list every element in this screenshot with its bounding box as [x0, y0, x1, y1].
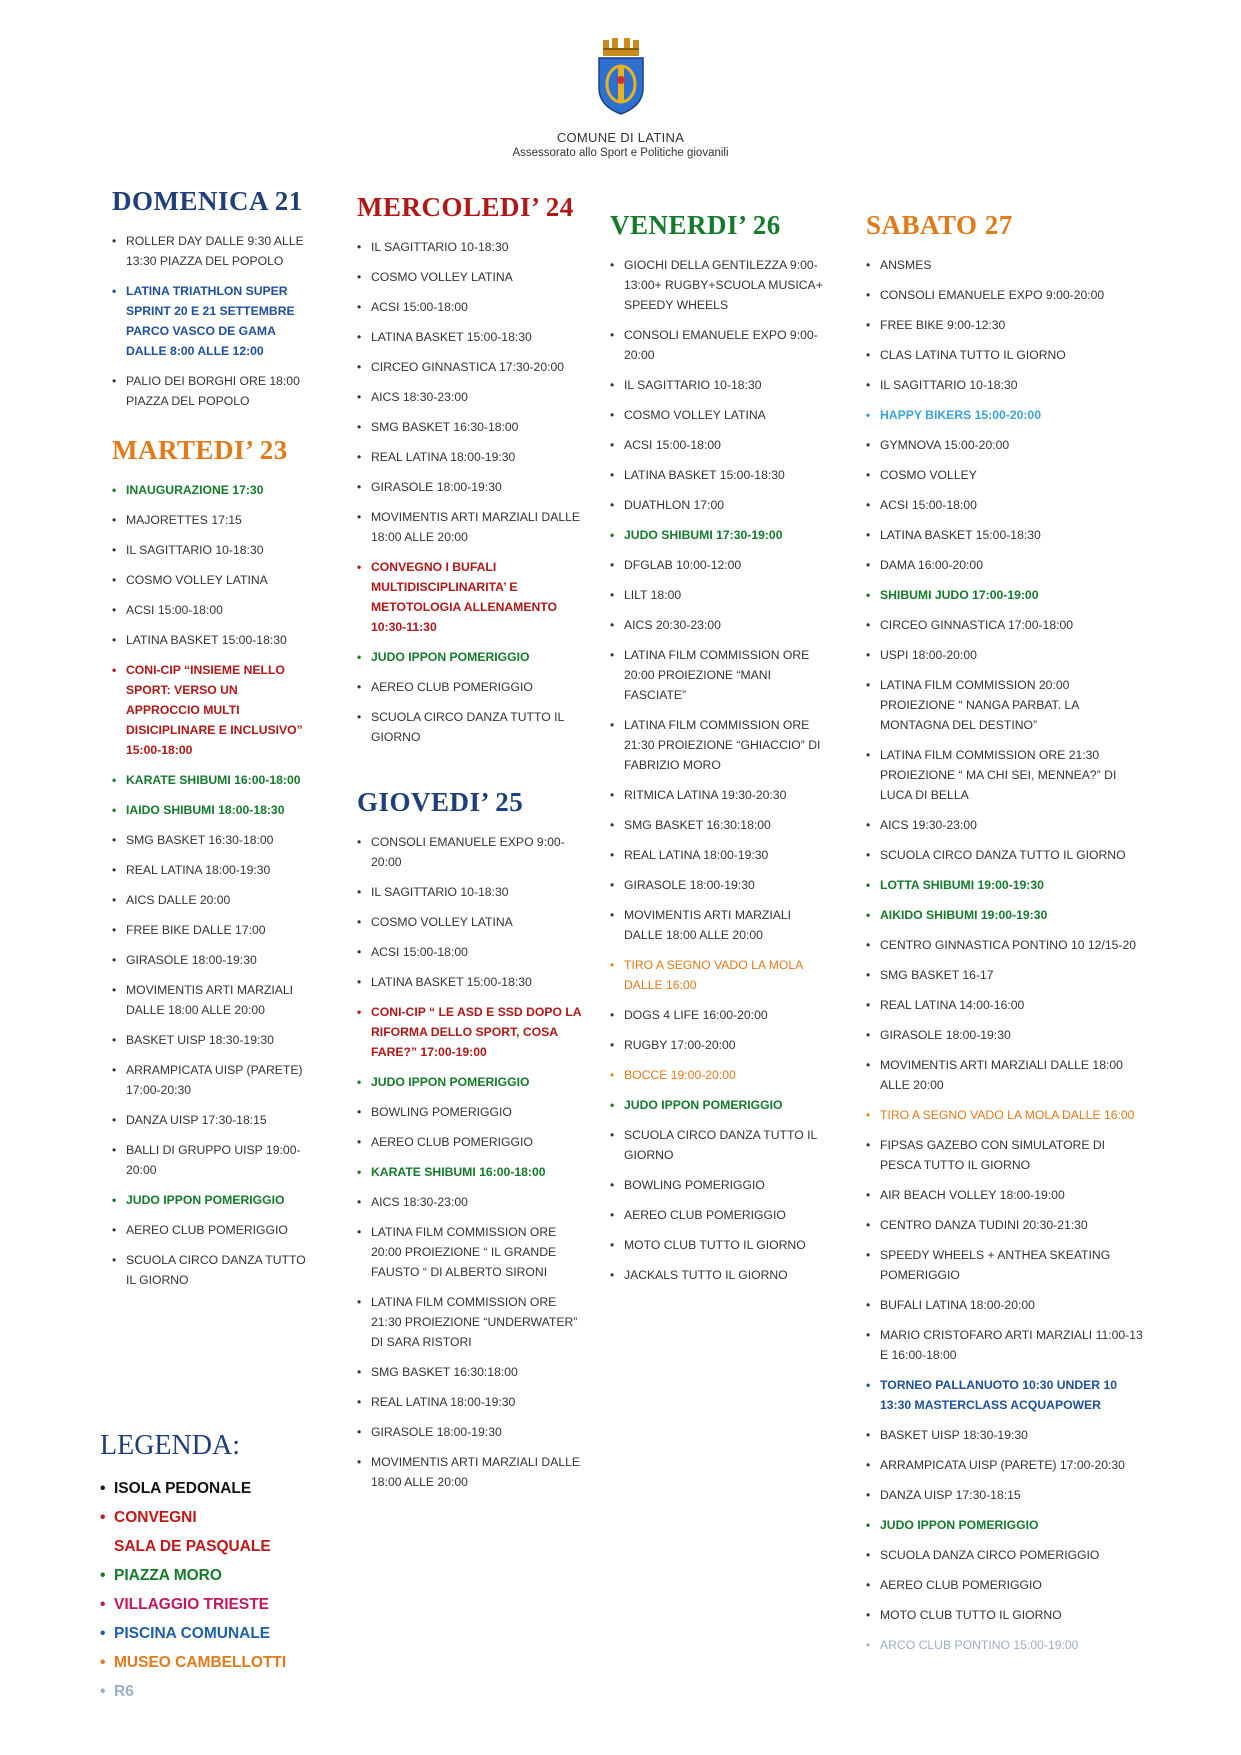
- event-item: • LATINA BASKET 15:00-18:30: [866, 525, 1146, 545]
- event-item: • GIRASOLE 18:00-19:30: [357, 477, 587, 497]
- event-item: • AEREO CLUB POMERIGGIO: [357, 1132, 587, 1152]
- day-block: [866, 210, 1146, 1655]
- event-item: • ACSI 15:00-18:00: [357, 297, 587, 317]
- event-item: • JUDO IPPON POMERIGGIO: [357, 1072, 587, 1092]
- event-item: • JACKALS TUTTO IL GIORNO: [610, 1265, 830, 1285]
- day-title: MERCOLEDI’ 24: [357, 192, 574, 222]
- event-item: • MOVIMENTIS ARTI MARZIALI DALLE 18:00 ALLE 20:00: [866, 1055, 1146, 1095]
- event-item: • IL SAGITTARIO 10-18:30: [357, 237, 587, 257]
- event-item: • AIKIDO SHIBUMI 19:00-19:30: [866, 905, 1146, 925]
- event-item: • SMG BASKET 16:30-18:00: [112, 830, 312, 850]
- event-item: • SMG BASKET 16:30-18:00: [357, 417, 587, 437]
- column-2: [357, 192, 587, 1502]
- latina-crest-icon: [593, 36, 649, 116]
- event-item: • MAJORETTES 17:15: [112, 510, 312, 530]
- event-item: • SCUOLA CIRCO DANZA TUTTO IL GIORNO: [112, 1250, 312, 1290]
- event-item: • LATINA FILM COMMISSION 20:00 PROIEZIONE “ NANGA PARBAT. LA MONTAGNA DEL DESTINO”: [866, 675, 1146, 735]
- event-item: • GIRASOLE 18:00-19:30: [357, 1422, 587, 1442]
- event-item: • KARATE SHIBUMI 16:00-18:00: [112, 770, 312, 790]
- day-title: MARTEDI’ 23: [112, 435, 288, 465]
- column-4: [866, 210, 1146, 1665]
- event-item: • GIRASOLE 18:00-19:30: [610, 875, 830, 895]
- event-item: • JUDO IPPON POMERIGGIO: [112, 1190, 312, 1210]
- event-item: • BOWLING POMERIGGIO: [357, 1102, 587, 1122]
- event-item: • JUDO IPPON POMERIGGIO: [866, 1515, 1146, 1535]
- event-item: • BOCCE 19:00-20:00: [610, 1065, 830, 1085]
- event-item: • JUDO SHIBUMI 17:30-19:00: [610, 525, 830, 545]
- event-item: • GIOCHI DELLA GENTILEZZA 9:00-13:00+ RUGBY+SCUOLA MUSICA+ SPEEDY WHEELS: [610, 255, 830, 315]
- event-item: • LATINA FILM COMMISSION ORE 21:30 PROIEZIONE “GHIACCIO” DI FABRIZIO MORO: [610, 715, 830, 775]
- event-item: • COSMO VOLLEY LATINA: [357, 267, 587, 287]
- event-item: • ACSI 15:00-18:00: [866, 495, 1146, 515]
- event-item: • INAUGURAZIONE 17:30: [112, 480, 312, 500]
- event-item: • ACSI 15:00-18:00: [610, 435, 830, 455]
- legend-item: • VILLAGGIO TRIESTE: [100, 1590, 286, 1619]
- event-item: • AIR BEACH VOLLEY 18:00-19:00: [866, 1185, 1146, 1205]
- event-item: • MOVIMENTIS ARTI MARZIALI DALLE 18:00 ALLE 20:00: [610, 905, 830, 945]
- event-item: • DUATHLON 17:00: [610, 495, 830, 515]
- event-item: • SPEEDY WHEELS + ANTHEA SKEATING POMERIGGIO: [866, 1245, 1146, 1285]
- event-item: • LATINA FILM COMMISSION ORE 21:30 PROIEZIONE “UNDERWATER” DI SARA RISTORI: [357, 1292, 587, 1352]
- event-item: • LATINA BASKET 15:00-18:30: [610, 465, 830, 485]
- event-item: • ARRAMPICATA UISP (PARETE) 17:00-20:30: [112, 1060, 312, 1100]
- column-1: [112, 186, 312, 1300]
- event-item: • FREE BIKE 9:00-12:30: [866, 315, 1146, 335]
- event-item: • CONI-CIP “INSIEME NELLO SPORT: VERSO UN APPROCCIO MULTI DISICIPLINARE E INCLUSIVO” 15:00-18:00: [112, 660, 312, 760]
- event-item: • GIRASOLE 18:00-19:30: [112, 950, 312, 970]
- event-item: • LOTTA SHIBUMI 19:00-19:30: [866, 875, 1146, 895]
- event-item: • ACSI 15:00-18:00: [112, 600, 312, 620]
- day-block: [610, 210, 830, 1285]
- event-item: • AICS DALLE 20:00: [112, 890, 312, 910]
- event-item: • DFGLAB 10:00-12:00: [610, 555, 830, 575]
- organization-name: COMUNE DI LATINA: [556, 130, 685, 145]
- legend-item: • ISOLA PEDONALE: [100, 1474, 286, 1503]
- event-item: • CONSOLI EMANUELE EXPO 9:00-20:00: [866, 285, 1146, 305]
- event-item: • AEREO CLUB POMERIGGIO: [610, 1205, 830, 1225]
- event-item: • REAL LATINA 14:00-16:00: [866, 995, 1146, 1015]
- event-item: • CONSOLI EMANUELE EXPO 9:00-20:00: [357, 832, 587, 872]
- event-item: • KARATE SHIBUMI 16:00-18:00: [357, 1162, 587, 1182]
- event-item: • HAPPY BIKERS 15:00-20:00: [866, 405, 1146, 425]
- event-item: • IL SAGITTARIO 10-18:30: [866, 375, 1146, 395]
- event-item: • LILT 18:00: [610, 585, 830, 605]
- event-item: • MOVIMENTIS ARTI MARZIALI DALLE 18:00 ALLE 20:00: [112, 980, 312, 1020]
- event-item: • LATINA FILM COMMISSION ORE 20:00 PROIEZIONE “ IL GRANDE FAUSTO “ DI ALBERTO SIRONI: [357, 1222, 587, 1282]
- event-item: • FREE BIKE DALLE 17:00: [112, 920, 312, 940]
- event-item: • BOWLING POMERIGGIO: [610, 1175, 830, 1195]
- column-3: [610, 210, 830, 1295]
- event-item: • RITMICA LATINA 19:30-20:30: [610, 785, 830, 805]
- event-item: • MOTO CLUB TUTTO IL GIORNO: [610, 1235, 830, 1255]
- event-item: • IL SAGITTARIO 10-18:30: [112, 540, 312, 560]
- event-item: • LATINA BASKET 15:00-18:30: [357, 327, 587, 347]
- event-item: • REAL LATINA 18:00-19:30: [610, 845, 830, 865]
- event-list: [357, 237, 587, 747]
- event-item: • DANZA UISP 17:30-18:15: [112, 1110, 312, 1130]
- event-item: • COSMO VOLLEY LATINA: [357, 912, 587, 932]
- event-item: • ARCO CLUB PONTINO 15:00-19:00: [866, 1635, 1146, 1655]
- event-item: • DOGS 4 LIFE 16:00-20:00: [610, 1005, 830, 1025]
- legend-list: [100, 1474, 286, 1706]
- event-item: • SCUOLA CIRCO DANZA TUTTO IL GIORNO: [866, 845, 1146, 865]
- legend-item: • PISCINA COMUNALE: [100, 1619, 286, 1648]
- page-header: [0, 36, 1241, 159]
- event-item: • ARRAMPICATA UISP (PARETE) 17:00-20:30: [866, 1455, 1146, 1475]
- day-title: DOMENICA 21: [112, 186, 303, 216]
- event-item: • SCUOLA CIRCO DANZA TUTTO IL GIORNO: [357, 707, 587, 747]
- event-item: • AICS 20:30-23:00: [610, 615, 830, 635]
- event-item: • SCUOLA DANZA CIRCO POMERIGGIO: [866, 1545, 1146, 1565]
- event-item: • JUDO IPPON POMERIGGIO: [610, 1095, 830, 1115]
- event-item: • BASKET UISP 18:30-19:30: [112, 1030, 312, 1050]
- event-item: • AEREO CLUB POMERIGGIO: [866, 1575, 1146, 1595]
- event-item: • IL SAGITTARIO 10-18:30: [357, 882, 587, 902]
- event-item: • REAL LATINA 18:00-19:30: [112, 860, 312, 880]
- event-item: • REAL LATINA 18:00-19:30: [357, 1392, 587, 1412]
- event-item: • LATINA FILM COMMISSION ORE 20:00 PROIEZIONE “MANI FASCIATE”: [610, 645, 830, 705]
- legend-title: LEGENDA:: [100, 1430, 240, 1461]
- event-item: • CONI-CIP “ LE ASD E SSD DOPO LA RIFORMA DELLO SPORT, COSA FARE?” 17:00-19:00: [357, 1002, 587, 1062]
- legend-item: • PIAZZA MORO: [100, 1561, 286, 1590]
- event-item: • COSMO VOLLEY LATINA: [112, 570, 312, 590]
- event-item: • AEREO CLUB POMERIGGIO: [112, 1220, 312, 1240]
- event-item: • SCUOLA CIRCO DANZA TUTTO IL GIORNO: [610, 1125, 830, 1165]
- event-item: • MOTO CLUB TUTTO IL GIORNO: [866, 1605, 1146, 1625]
- event-item: • ANSMES: [866, 255, 1146, 275]
- event-item: • CENTRO GINNASTICA PONTINO 10 12/15-20: [866, 935, 1146, 955]
- event-item: • CONSOLI EMANUELE EXPO 9:00-20:00: [610, 325, 830, 365]
- event-item: • TORNEO PALLANUOTO 10:30 UNDER 10 13:30 MASTERCLASS ACQUAPOWER: [866, 1375, 1146, 1415]
- day-title: GIOVEDI’ 25: [357, 787, 524, 817]
- event-item: • AICS 18:30-23:00: [357, 387, 587, 407]
- day-title: VENERDI’ 26: [610, 210, 781, 240]
- event-item: • CIRCEO GINNASTICA 17:00-18:00: [866, 615, 1146, 635]
- legend-item: • R6: [100, 1677, 286, 1706]
- event-item: • COSMO VOLLEY LATINA: [610, 405, 830, 425]
- event-item: • ACSI 15:00-18:00: [357, 942, 587, 962]
- event-item: • CLAS LATINA TUTTO IL GIORNO: [866, 345, 1146, 365]
- event-item: • PALIO DEI BORGHI ORE 18:00 PIAZZA DEL POPOLO: [112, 371, 312, 411]
- event-list: [610, 255, 830, 1285]
- event-item: • REAL LATINA 18:00-19:30: [357, 447, 587, 467]
- event-item: • TIRO A SEGNO VADO LA MOLA DALLE 16:00: [610, 955, 830, 995]
- event-item: • USPI 18:00-20:00: [866, 645, 1146, 665]
- day-block: [112, 186, 312, 411]
- event-item: • SHIBUMI JUDO 17:00-19:00: [866, 585, 1146, 605]
- legend-item: • CONVEGNI: [100, 1503, 286, 1532]
- day-block: [357, 787, 587, 1492]
- event-item: • SMG BASKET 16-17: [866, 965, 1146, 985]
- event-item: • IL SAGITTARIO 10-18:30: [610, 375, 830, 395]
- event-item: • GIRASOLE 18:00-19:30: [866, 1025, 1146, 1045]
- event-item: • AEREO CLUB POMERIGGIO: [357, 677, 587, 697]
- event-item: • COSMO VOLLEY: [866, 465, 1146, 485]
- event-item: • TIRO A SEGNO VADO LA MOLA DALLE 16:00: [866, 1105, 1146, 1125]
- event-item: • BASKET UISP 18:30-19:30: [866, 1425, 1146, 1445]
- legend: [100, 1430, 286, 1706]
- event-item: • GYMNOVA 15:00-20:00: [866, 435, 1146, 455]
- event-list: [866, 255, 1146, 1655]
- day-title: SABATO 27: [866, 210, 1013, 240]
- event-item: • SMG BASKET 16:30:18:00: [357, 1362, 587, 1382]
- event-item: • MOVIMENTIS ARTI MARZIALI DALLE 18:00 ALLE 20:00: [357, 1452, 587, 1492]
- day-block: [112, 435, 312, 1290]
- event-item: • FIPSAS GAZEBO CON SIMULATORE DI PESCA TUTTO IL GIORNO: [866, 1135, 1146, 1175]
- event-item: • MARIO CRISTOFARO ARTI MARZIALI 11:00-13 E 16:00-18:00: [866, 1325, 1146, 1365]
- event-item: • SMG BASKET 16:30:18:00: [610, 815, 830, 835]
- event-item: • BUFALI LATINA 18:00-20:00: [866, 1295, 1146, 1315]
- event-item: • LATINA TRIATHLON SUPER SPRINT 20 E 21 SETTEMBRE PARCO VASCO DE GAMA DALLE 8:00 ALLE 12:00: [112, 281, 312, 361]
- event-item: • AICS 18:30-23:00: [357, 1192, 587, 1212]
- event-item: • LATINA BASKET 15:00-18:30: [357, 972, 587, 992]
- event-list: [357, 832, 587, 1492]
- legend-item: SALA DE PASQUALE: [114, 1538, 271, 1555]
- day-block: [357, 192, 587, 747]
- event-item: • BALLI DI GRUPPO UISP 19:00-20:00: [112, 1140, 312, 1180]
- event-item: • CENTRO DANZA TUDINI 20:30-21:30: [866, 1215, 1146, 1235]
- event-item: • LATINA BASKET 15:00-18:30: [112, 630, 312, 650]
- legend-item: • MUSEO CAMBELLOTTI: [100, 1648, 286, 1677]
- event-item: • RUGBY 17:00-20:00: [610, 1035, 830, 1055]
- event-list: [112, 480, 312, 1290]
- event-item: • AICS 19:30-23:00: [866, 815, 1146, 835]
- event-item: • DANZA UISP 17:30-18:15: [866, 1485, 1146, 1505]
- event-item: • CONVEGNO I BUFALI MULTIDISCIPLINARITA’ E METOTOLOGIA ALLENAMENTO 10:30-11:30: [357, 557, 587, 637]
- event-item: • MOVIMENTIS ARTI MARZIALI DALLE 18:00 ALLE 20:00: [357, 507, 587, 547]
- event-item: • IAIDO SHIBUMI 18:00-18:30: [112, 800, 312, 820]
- event-item: • LATINA FILM COMMISSION ORE 21:30 PROIEZIONE “ MA CHI SEI, MENNEA?” DI LUCA DI BELLA: [866, 745, 1146, 805]
- event-item: • JUDO IPPON POMERIGGIO: [357, 647, 587, 667]
- event-list: [112, 231, 312, 411]
- department-name: Assessorato allo Sport e Politiche giovanili: [512, 147, 729, 159]
- event-item: • CIRCEO GINNASTICA 17:30-20:00: [357, 357, 587, 377]
- event-item: • DAMA 16:00-20:00: [866, 555, 1146, 575]
- event-item: • ROLLER DAY DALLE 9:30 ALLE 13:30 PIAZZA DEL POPOLO: [112, 231, 312, 271]
